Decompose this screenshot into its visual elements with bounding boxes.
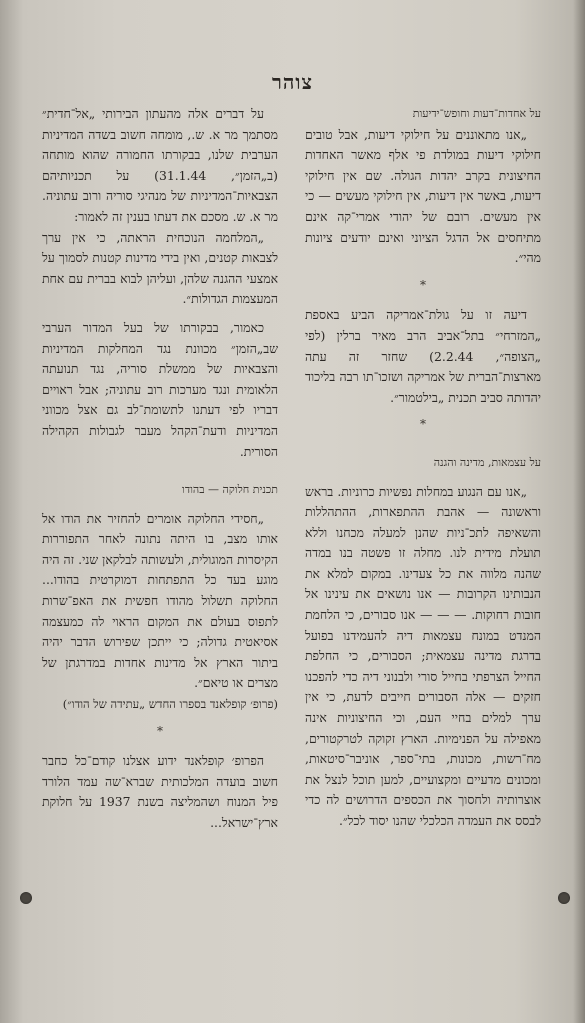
- page-edge-shadow: [573, 0, 585, 1023]
- paragraph-quote-war: „המלחמה הנוכחית הראתה, כי אין ערך לצבאות קטנים, ואין בידי מדינות קטנות לסמוך על אמצעי ההגנה שלהן, ועליהן לבוא בברית עם אחת המעצמות הגדולות״.: [42, 229, 278, 307]
- section-heading-unity: על אחדות־דעות וחופש־ידיעות: [412, 107, 541, 120]
- section-heading-independence: על עצמאות, מדינה והגנה: [433, 455, 541, 469]
- section-divider-star: *: [420, 277, 426, 292]
- page-title: צוהר: [272, 70, 313, 94]
- section-body-coupland: הפרופ׳ קופלאנד ידוע אצלנו קודם־כל כחבר חשוב בועדה המלכותית שברא־שה עמד הלורד פיל המנוח ושהמליצה בשנת 1937 על חלוקת ארץ־ישראל...: [42, 753, 278, 830]
- section-divider-star: *: [420, 417, 426, 432]
- section-body-independence: „אנו עם הנגוע במחלות נפשיות כרוניות. בראש וראשונה — אהבת ההתפארות, ההתהללות והשאיפה לתכ־ניות שהנן למעלה מכחנו וללא תועלת מידית לנו. מחלה זו פשטה בנו במדה שהנה מלווה את כל צעדינו. במקום למלא את הנבותינו הקרובות — אנו נושאים את עינינו אל חובות רחוקות. — — — אנו סבורים, כי הלחמת המנדט במונח עצמאות דיה להעמידנו בפועל בדרגת מדינה עצמאית; הסבורים, כי החלפת החייל הצרפתי בחייל סורי ולבנוני דיה כדי להפכנו חזקים — אלה הסבורים חייבים לדעת, כי אין ערך למלים בחיי העם, וכי החיצוניות אינה מאפילה על הפנימיות. הארץ זקוקה לטרקטורים, מח־רשות, מכונות, בתי־ספר, אוניבר־סיטאות, ומכונים מדעיים ומקצועיים, למען תוכל לנצל את אוצרותיה ולחסוך את הכספים הדרושים לה כדי לבסס את העמדה הכלכלי שהנו יסוד לכל״.: [305, 483, 541, 828]
- section-heading-india: תכנית חלוקה — בהודו: [182, 483, 278, 497]
- right-column: [305, 104, 541, 832]
- binding-hole-icon: [558, 892, 570, 904]
- source-citation: (פרופ׳ קופלאנד בספרו החדש „עתידה של הודו״): [62, 697, 278, 712]
- section-body-india: „חסידי החלוקה אומרים להחזיר את הודו אל אותו מצב, בו היתה נתונה לאחר התפוררות הקיסרות המוגולית, ולעשותה לבלקאן שני. זה היה מוגע בעד כל התפתחות דמוקרטית בהודו... החלוקה תשלול מהודו חפשית את האפ־שרות לתפוס בעולם את המקום הראוי לה כמעצמה אסיאטית גדולה; כי ייתכן שפירוש הדבר יהיה ביתור הארץ אל מדינות אחדות במדרגתן של מצרים או טיאם״.: [42, 510, 278, 691]
- paragraph-syria-intro: על דברים אלה מהעתון הבירותי „אל־חדית״ מסתמך מר א. ש., מומחה חשוב בשדה המדיניות הערבית שלנו, בבקורתו החמורה שהוא מותחה (ב„הזמן״, 31.1.44) על תכניותיהם הצבאיות־המדיניות של מנהיגי סוריה ורוב עתוניה. מר א. ש. מסכם את דעתו בענין זה לאמור:: [42, 106, 278, 224]
- section-divider-star: *: [157, 723, 163, 738]
- left-column: [42, 104, 278, 834]
- section-body-unity: „אנו מתאוננים על חילוקי דיעות, אבל טובים חילוקי דיעות במולדת פי אלף מאשר האחדות החיצונית בקרב יהדות הגולה. שם אין חילוקי דיעות, באשר אין דיעות, אין חילוקי מעשים — כי אין מעשים. רובם של יהודי אמרי־קה אינם מתיחסים אל הדגל הציוני ואינם יודעים ציונות מהי״.: [305, 126, 541, 266]
- paragraph-syria-critique: כאמור, בבקורתו של בעל המדור הערבי שב„הזמן״ מכוונת נגד המחלקות המדיניות והצבאיות של ממשלת סוריה, נגד תנועתה הלאומית ונגד מערכות רוב עתוניה; אבל ראויים דבריו לפי דעתנו לתשומת־לב גם אצל מכווני המדיניות ודעת־הקהל מעבר לגבולות הקהילה הסורית.: [42, 319, 278, 459]
- section-body-america: דיעה זו על גולת־אמריקה הביע באספת „המזרחי״ בתל־אביב הרב מאיר ברלין (לפי „הצופה״, 2.2.44) שחזר זה עתה מארצות־הברית של אמריקה ושזכו־תו רבה בליכוד יהדותה סביב תכנית „בילטמור״.: [305, 307, 541, 405]
- binding-hole-icon: [20, 892, 32, 904]
